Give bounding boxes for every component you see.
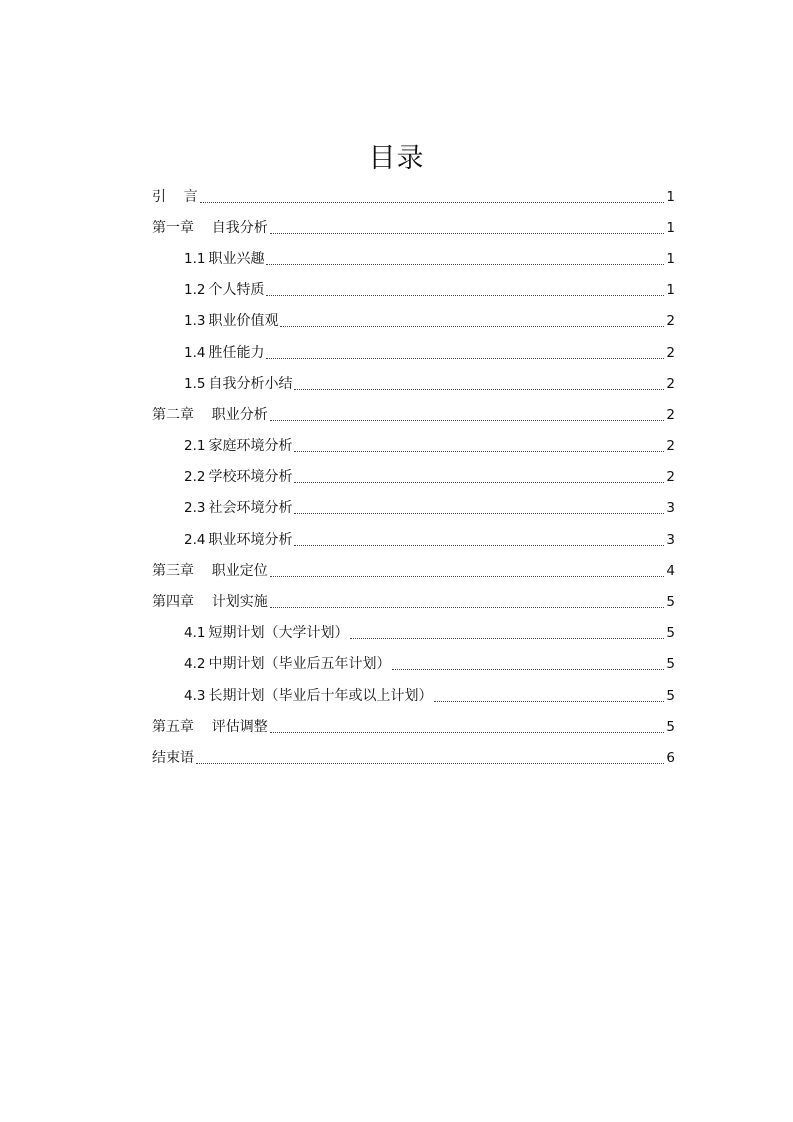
toc-entry-title: 胜任能力	[208, 344, 265, 361]
toc-entry-title: 学校环境分析	[208, 469, 293, 486]
toc-entry-title: 社会环境分析	[208, 500, 293, 517]
toc-dot-leader	[266, 294, 664, 296]
toc-dot-leader	[294, 481, 664, 483]
toc-dot-leader	[392, 668, 664, 670]
toc-entry-number: 2.2	[184, 469, 206, 486]
toc-entry-page-number: 5	[666, 594, 675, 611]
toc-entry-chapter[interactable]	[152, 181, 675, 212]
toc-entry-section[interactable]	[152, 306, 675, 337]
toc-entry-page-number: 2	[666, 313, 675, 330]
toc-entry-title: 职业环境分析	[208, 531, 293, 548]
toc-entry-chapter[interactable]	[152, 555, 675, 586]
toc-dot-leader	[270, 419, 665, 421]
toc-entry-number: 4.2	[184, 656, 206, 673]
toc-dot-leader	[270, 575, 665, 577]
toc-entry-title: 自我分析小结	[208, 375, 293, 392]
toc-entry-page-number: 1	[666, 250, 675, 267]
toc-dot-leader	[294, 512, 664, 514]
toc-entry-section[interactable]	[152, 680, 675, 711]
toc-entry-page-number: 5	[666, 625, 675, 642]
toc-entry-title: 家庭环境分析	[208, 438, 293, 455]
toc-entry-chapter[interactable]	[152, 742, 675, 773]
toc-entry-chapter[interactable]	[152, 586, 675, 617]
toc-entry-page-number: 2	[666, 344, 675, 361]
toc-entry-section[interactable]	[152, 337, 675, 368]
toc-entry-title: 第一章 自我分析	[152, 219, 268, 236]
toc-entry-title: 短期计划（大学计划）	[208, 625, 349, 642]
toc-title: 目录	[368, 143, 425, 174]
toc-entry-section[interactable]	[152, 493, 675, 524]
toc-entry-page-number: 5	[666, 656, 675, 673]
toc-dot-leader	[294, 388, 664, 390]
toc-entry-section[interactable]	[152, 618, 675, 649]
toc-entry-page-number: 1	[666, 219, 675, 236]
toc-entry-section[interactable]	[152, 368, 675, 399]
toc-entry-page-number: 3	[666, 531, 675, 548]
toc-dot-leader	[266, 263, 664, 265]
toc-entry-page-number: 2	[666, 375, 675, 392]
toc-dot-leader	[196, 762, 664, 764]
toc-entry-section[interactable]	[152, 649, 675, 680]
toc-entry-number: 1.1	[184, 250, 206, 267]
toc-entry-page-number: 3	[666, 500, 675, 517]
toc-entry-number: 2.3	[184, 500, 206, 517]
toc-entry-page-number: 6	[666, 749, 675, 766]
toc-entry-title: 第四章 计划实施	[152, 594, 268, 611]
toc-dot-leader	[200, 201, 665, 203]
toc-entry-title: 第三章 职业定位	[152, 562, 268, 579]
toc-entry-chapter[interactable]	[152, 711, 675, 742]
toc-entry-page-number: 2	[666, 469, 675, 486]
toc-entry-page-number: 5	[666, 718, 675, 735]
toc-entry-page-number: 2	[666, 438, 675, 455]
toc-dot-leader	[270, 606, 665, 608]
toc-entry-title: 引 言	[152, 188, 198, 205]
toc-entry-number: 4.3	[184, 687, 206, 704]
toc-entry-title: 中期计划（毕业后五年计划）	[208, 656, 391, 673]
toc-entry-chapter[interactable]	[152, 399, 675, 430]
toc-entry-title: 职业兴趣	[208, 250, 265, 267]
toc-entry-page-number: 1	[666, 282, 675, 299]
toc-entry-title: 第五章 评估调整	[152, 718, 268, 735]
toc-entry-title: 个人特质	[208, 282, 265, 299]
toc-dot-leader	[434, 700, 664, 702]
toc-dot-leader	[294, 450, 664, 452]
toc-entry-number: 1.4	[184, 344, 206, 361]
toc-entry-number: 1.5	[184, 375, 206, 392]
toc-dot-leader	[270, 731, 665, 733]
toc-entry-number: 2.4	[184, 531, 206, 548]
toc-entry-number: 1.3	[184, 313, 206, 330]
toc-entry-title: 职业价值观	[208, 313, 279, 330]
toc-dot-leader	[270, 232, 665, 234]
toc-entry-section[interactable]	[152, 431, 675, 462]
toc-dot-leader	[266, 357, 664, 359]
toc-entry-page-number: 4	[666, 562, 675, 579]
toc-entry-number: 2.1	[184, 438, 206, 455]
table-of-contents	[152, 181, 675, 774]
toc-entry-section[interactable]	[152, 243, 675, 274]
toc-entry-page-number: 2	[666, 406, 675, 423]
toc-entry-page-number: 1	[666, 188, 675, 205]
toc-dot-leader	[294, 544, 664, 546]
toc-entry-chapter[interactable]	[152, 212, 675, 243]
toc-entry-section[interactable]	[152, 275, 675, 306]
toc-entry-section[interactable]	[152, 462, 675, 493]
toc-dot-leader	[350, 637, 664, 639]
toc-entry-title: 结束语	[152, 749, 194, 766]
toc-entry-page-number: 5	[666, 687, 675, 704]
toc-entry-number: 1.2	[184, 282, 206, 299]
toc-entry-title: 长期计划（毕业后十年或以上计划）	[208, 687, 433, 704]
toc-dot-leader	[280, 325, 664, 327]
toc-entry-title: 第二章 职业分析	[152, 406, 268, 423]
toc-entry-section[interactable]	[152, 524, 675, 555]
toc-entry-number: 4.1	[184, 625, 206, 642]
